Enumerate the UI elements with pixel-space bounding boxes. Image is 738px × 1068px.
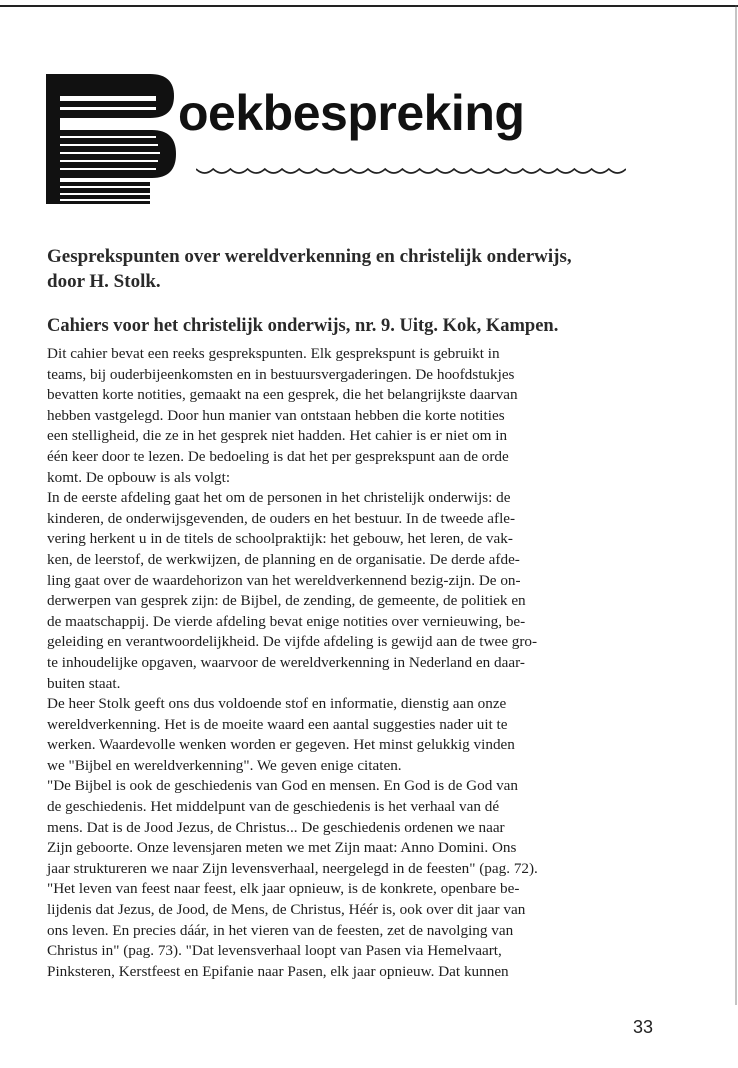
body-text-line: komt. De opbouw is als volgt: xyxy=(47,468,231,486)
body-text-line: Pinksteren, Kerstfeest en Epifanie naar Pasen, elk jaar opnieuw. Dat kunnen xyxy=(47,962,509,980)
body-text-line: teams, bij ouderbijeenkomsten en in bestuursvergaderingen. De hoofdstukjes xyxy=(47,365,515,383)
body-text-line: lijdenis dat Jezus, de Jood, de Mens, de Christus, Héér is, ook over dit jaar van xyxy=(47,901,526,919)
body-text-line: één keer door te lezen. De bedoeling is dat het per gesprekspunt aan de orde xyxy=(47,447,509,465)
body-text-line: Dit cahier bevat een reeks gesprekspunten. Elk gesprekspunt is gebruikt in xyxy=(47,345,500,362)
boekbespreking-logo xyxy=(46,74,178,204)
body-text-line: De heer Stolk geeft ons dus voldoende stof en informatie, dienstig aan onze xyxy=(47,695,507,713)
body-text-line: vering herkent u in de titels de schoolpraktijk: het gebouw, het leren, de vak- xyxy=(47,530,513,548)
body-text-line: we "Bijbel en wereldverkenning". We geven enige citaten. xyxy=(47,756,402,774)
body-text-line: kinderen, de onderwijsgevenden, de ouders en het bestuur. In de tweede afle- xyxy=(47,509,516,527)
body-text-line: werken. Waardevolle wenken worden er gegeven. Het minst gelukkig vinden xyxy=(47,736,515,754)
body-text-line: Zijn geboorte. Onze levensjaren meten we met Zijn maat: Anno Domini. Ons xyxy=(47,839,517,857)
article-title-line: door H. Stolk. xyxy=(47,271,161,292)
body-text-line: geleiding en verantwoordelijkheid. De vijfde afdeling is gewijd aan de twee gro- xyxy=(47,633,538,651)
body-text-line: derwerpen van gesprek zijn: de Bijbel, de zending, de gemeente, de politiek en xyxy=(47,592,526,610)
body-text-line: mens. Dat is de Jood Jezus, de Christus... De geschiedenis ordenen we naar xyxy=(47,818,505,836)
body-text-line: In de eerste afdeling gaat het om de personen in het christelijk onderwijs: de xyxy=(47,489,511,507)
body-text-line: ons leven. En precies dáár, in het vieren van de feesten, zet de navolging van xyxy=(47,921,514,939)
right-margin-rule xyxy=(735,5,737,1005)
body-text-line: "De Bijbel is ook de geschiedenis van God en mensen. En God is de God van xyxy=(47,777,519,795)
article-series-info: Cahiers voor het christelijk onderwijs, nr. 9. Uitg. Kok, Kampen. xyxy=(47,316,559,336)
body-text-line: bevatten korte notities, gemaakt na een gesprek, die het belangrijkste daarvan xyxy=(47,386,518,404)
article-title xyxy=(47,244,687,294)
body-text-line: te inhoudelijke opgaven, waarvoor de wereldverkenning in Nederland en daar- xyxy=(47,653,525,671)
letter-b-logo-mark xyxy=(46,74,178,204)
body-text-line: ken, de leerstof, de werkwijzen, de planning en de organisatie. De derde afde- xyxy=(47,550,520,568)
body-text-line: de maatschappij. De vierde afdeling bevat enige notities over vernieuwing, be- xyxy=(47,612,526,630)
body-text-line: jaar struktureren we naar Zijn levensverhaal, neergelegd in de feesten" (pag. 72). xyxy=(47,859,538,877)
body-text-line: Christus in" (pag. 73). "Dat levensverhaal loopt van Pasen via Hemelvaart, xyxy=(47,942,502,960)
body-text-line: ling gaat over de waardehorizon van het wereldverkennend bezig-zijn. De on- xyxy=(47,571,521,589)
article-title-line: Gesprekspunten over wereldverkenning en christelijk onderwijs, xyxy=(47,246,572,267)
body-text-line: de geschiedenis. Het middelpunt van de geschiedenis is het verhaal van dé xyxy=(47,798,500,816)
body-text-line: wereldverkenning. Het is de moeite waard een aantal suggesties nader uit te xyxy=(47,715,508,733)
section-title: oekbespreking xyxy=(178,85,525,141)
decorative-wave-underline xyxy=(196,165,626,179)
article-body xyxy=(47,344,687,982)
body-text-line: "Het leven van feest naar feest, elk jaar opnieuw, is de konkrete, openbare be- xyxy=(47,880,520,898)
page-number: 33 xyxy=(633,1017,654,1037)
body-text-line: hebben vastgelegd. Door hun manier van ontstaan hebben die korte notities xyxy=(47,406,505,424)
body-text-line: een stelligheid, die ze in het gesprek niet hadden. Het cahier is er niet om in xyxy=(47,427,508,445)
top-rule xyxy=(0,5,738,7)
body-text-line: buiten staat. xyxy=(47,674,121,692)
